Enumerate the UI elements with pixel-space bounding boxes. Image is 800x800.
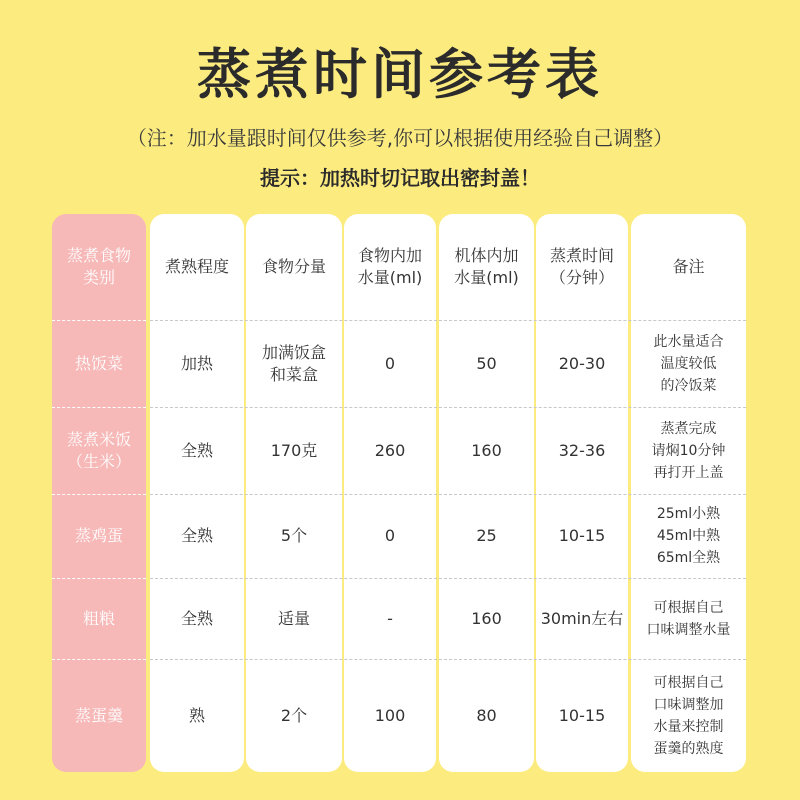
header-cell: 机体内加 水量(ml): [454, 246, 519, 287]
column-food-water: [344, 214, 436, 772]
table-cell: 25: [476, 526, 497, 545]
table-cell: 50: [476, 353, 497, 373]
column-cook-time: [536, 214, 628, 772]
page-title: 蒸煮时间参考表: [197, 43, 603, 106]
row-label: 蒸鸡蛋: [74, 526, 123, 545]
row-label: 蒸煮米饭 （生米）: [66, 429, 131, 471]
table-cell: 32-36: [558, 440, 606, 460]
row-label: 热饭菜: [74, 353, 123, 373]
table-cell: 加热: [180, 353, 213, 373]
header-cell: 备注: [672, 257, 705, 276]
table-cell: 2个: [280, 705, 308, 725]
table-cell: 全熟: [180, 526, 213, 545]
table-cell: 80: [476, 705, 497, 725]
note-cell: 25ml小熟 45ml中熟 65ml全熟: [656, 506, 721, 566]
table-cell: 100: [374, 705, 406, 725]
row-label: 粗粮: [82, 608, 115, 628]
note-cell: 可根据自己 口味调整加 水量来控制 蛋羹的熟度: [653, 674, 724, 757]
table-cell: 全熟: [180, 608, 213, 628]
table-cell: 0: [384, 526, 396, 545]
row-divider: [150, 659, 746, 660]
row-divider: [150, 494, 746, 495]
header-cell: 煮熟程度: [164, 257, 229, 276]
column-food-category: [52, 214, 146, 772]
column-doneness: [150, 214, 244, 772]
header-cell: 蒸煮时间 （分钟）: [549, 246, 614, 287]
table-cell: 30min左右: [540, 608, 624, 628]
steaming-time-table: [52, 214, 746, 772]
note-cell: 蒸煮完成 请焖10分钟 再打开上盖: [651, 420, 726, 481]
row-label: 蒸蛋羹: [74, 705, 123, 725]
table-cell: 加满饭盒 和菜盒: [261, 342, 326, 384]
header-cell: 食物内加 水量(ml): [357, 246, 423, 287]
table-cell: 适量: [277, 608, 310, 628]
table-cell: 全熟: [180, 440, 213, 460]
table-cell: 熟: [188, 705, 205, 725]
column-body-water: [439, 214, 534, 772]
header-cell: 食物分量: [261, 257, 326, 276]
page-subtitle: （注：加水量跟时间仅供参考,你可以根据使用经验自己调整）: [126, 126, 674, 150]
table-cell: -: [387, 608, 393, 628]
row-divider: [150, 578, 746, 579]
row-divider: [150, 407, 746, 408]
header-cell: 蒸煮食物 类别: [66, 246, 131, 287]
table-cell: 160: [471, 440, 502, 460]
row-divider: [150, 320, 746, 321]
column-notes: [631, 214, 746, 772]
table-cell: 160: [471, 608, 502, 628]
table-cell: 20-30: [558, 353, 606, 373]
table-cell: 170克: [270, 440, 318, 460]
table-cell: 10-15: [558, 705, 606, 725]
table-cell: 5个: [280, 526, 308, 545]
table-cell: 10-15: [558, 526, 606, 545]
column-portion: [246, 214, 342, 772]
tip-text: 提示：加热时切记取出密封盖！: [260, 166, 540, 190]
table-cell: 260: [374, 440, 406, 460]
note-cell: 可根据自己 口味调整水量: [646, 599, 731, 638]
table-cell: 0: [384, 353, 396, 373]
note-cell: 此水量适合 温度较低 的冷饭菜: [653, 333, 724, 394]
